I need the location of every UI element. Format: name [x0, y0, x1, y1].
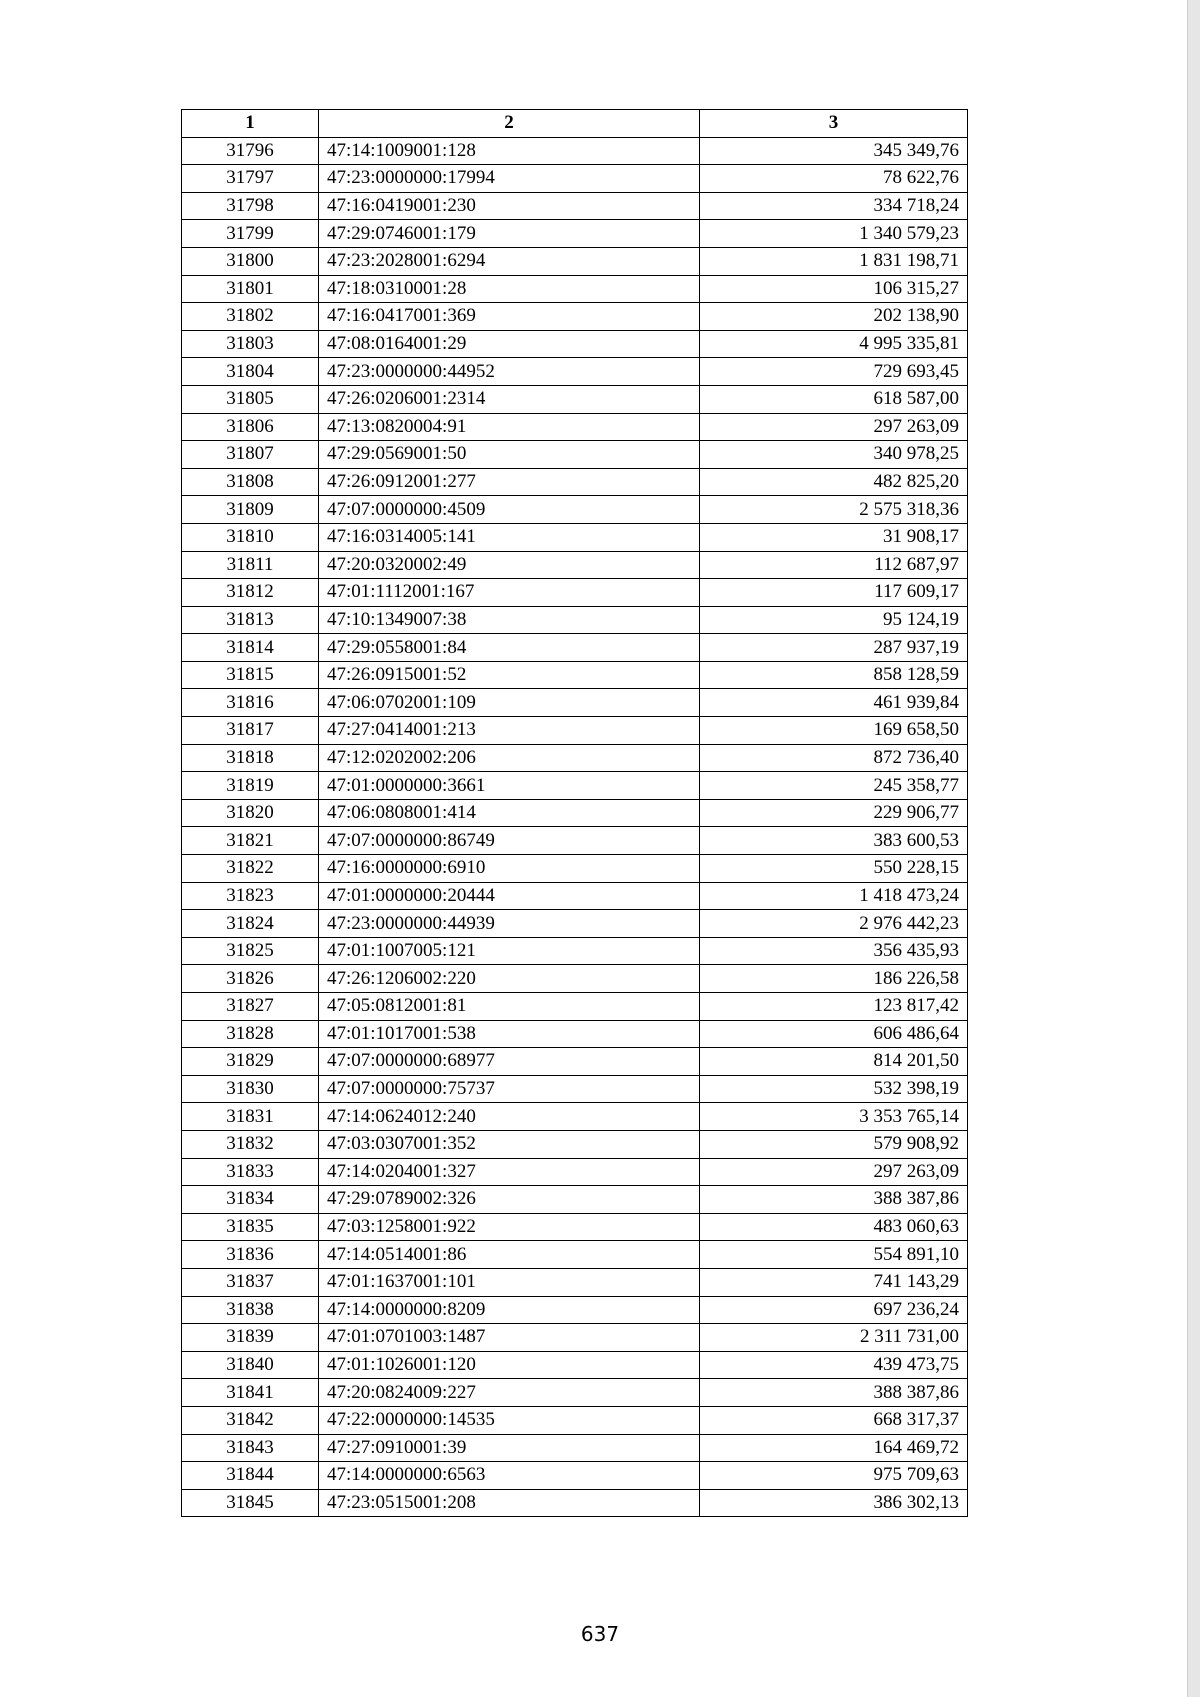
table-row [182, 1158, 968, 1186]
cadastral-number-cell: 47:03:0307001:352 [319, 1130, 700, 1158]
table-row [182, 1324, 968, 1352]
table-row [182, 220, 968, 248]
cadastral-value-cell: 606 486,64 [700, 1020, 968, 1048]
cadastral-value-cell: 483 060,63 [700, 1213, 968, 1241]
row-number-cell: 31821 [182, 827, 319, 855]
cadastral-value-cell: 554 891,10 [700, 1241, 968, 1269]
row-number-cell: 31805 [182, 385, 319, 413]
row-number-cell: 31830 [182, 1075, 319, 1103]
row-number-cell: 31807 [182, 441, 319, 469]
row-number-cell: 31818 [182, 744, 319, 772]
table-row [182, 1296, 968, 1324]
cadastral-number-cell: 47:16:0000000:6910 [319, 855, 700, 883]
cadastral-number-cell: 47:01:1026001:120 [319, 1351, 700, 1379]
cadastral-number-cell: 47:01:1112001:167 [319, 579, 700, 607]
table-row [182, 1268, 968, 1296]
row-number-cell: 31831 [182, 1103, 319, 1131]
row-number-cell: 31829 [182, 1048, 319, 1076]
cadastral-number-cell: 47:07:0000000:4509 [319, 496, 700, 524]
cadastral-number-cell: 47:12:0202002:206 [319, 744, 700, 772]
cadastral-number-cell: 47:06:0702001:109 [319, 689, 700, 717]
page-edge [1187, 0, 1200, 1697]
table-row [182, 661, 968, 689]
row-number-cell: 31808 [182, 468, 319, 496]
cadastral-number-cell: 47:29:0746001:179 [319, 220, 700, 248]
table-row [182, 717, 968, 745]
row-number-cell: 31827 [182, 993, 319, 1021]
cadastral-value-cell: 2 575 318,36 [700, 496, 968, 524]
row-number-cell: 31814 [182, 634, 319, 662]
table-row [182, 523, 968, 551]
row-number-cell: 31809 [182, 496, 319, 524]
row-number-cell: 31825 [182, 937, 319, 965]
cadastral-number-cell: 47:26:0915001:52 [319, 661, 700, 689]
cadastral-number-cell: 47:26:1206002:220 [319, 965, 700, 993]
cadastral-value-cell: 297 263,09 [700, 1158, 968, 1186]
row-number-cell: 31806 [182, 413, 319, 441]
table-row [182, 772, 968, 800]
cadastral-value-cell: 340 978,25 [700, 441, 968, 469]
table-row [182, 165, 968, 193]
cadastral-value-cell: 106 315,27 [700, 275, 968, 303]
cadastral-value-cell: 579 908,92 [700, 1130, 968, 1158]
cadastral-number-cell: 47:01:1007005:121 [319, 937, 700, 965]
row-number-cell: 31802 [182, 303, 319, 331]
row-number-cell: 31840 [182, 1351, 319, 1379]
cadastral-value-cell: 461 939,84 [700, 689, 968, 717]
cadastral-value-cell: 668 317,37 [700, 1406, 968, 1434]
cadastral-number-cell: 47:22:0000000:14535 [319, 1406, 700, 1434]
cadastral-value-cell: 2 976 442,23 [700, 910, 968, 938]
row-number-cell: 31810 [182, 523, 319, 551]
row-number-cell: 31817 [182, 717, 319, 745]
cadastral-number-cell: 47:23:0000000:44952 [319, 358, 700, 386]
table-row [182, 1048, 968, 1076]
cadastral-value-cell: 95 124,19 [700, 606, 968, 634]
cadastral-value-cell: 345 349,76 [700, 137, 968, 165]
cadastral-value-cell: 186 226,58 [700, 965, 968, 993]
cadastral-number-cell: 47:14:0204001:327 [319, 1158, 700, 1186]
row-number-cell: 31799 [182, 220, 319, 248]
cadastral-value-cell: 439 473,75 [700, 1351, 968, 1379]
cadastral-value-cell: 618 587,00 [700, 385, 968, 413]
cadastral-number-cell: 47:20:0824009:227 [319, 1379, 700, 1407]
cadastral-number-cell: 47:14:0000000:8209 [319, 1296, 700, 1324]
table-row [182, 1406, 968, 1434]
cadastral-value-cell: 4 995 335,81 [700, 330, 968, 358]
cadastral-value-cell: 975 709,63 [700, 1462, 968, 1490]
cadastral-value-cell: 872 736,40 [700, 744, 968, 772]
cadastral-number-cell: 47:16:0417001:369 [319, 303, 700, 331]
row-number-cell: 31844 [182, 1462, 319, 1490]
row-number-cell: 31841 [182, 1379, 319, 1407]
row-number-cell: 31824 [182, 910, 319, 938]
cadastral-value-cell: 388 387,86 [700, 1186, 968, 1214]
cadastral-value-cell: 550 228,15 [700, 855, 968, 883]
table-row [182, 551, 968, 579]
row-number-cell: 31812 [182, 579, 319, 607]
table-row [182, 247, 968, 275]
table-row [182, 358, 968, 386]
cadastral-number-cell: 47:01:1637001:101 [319, 1268, 700, 1296]
table-row [182, 1434, 968, 1462]
row-number-cell: 31843 [182, 1434, 319, 1462]
table-row [182, 413, 968, 441]
cadastral-value-cell: 164 469,72 [700, 1434, 968, 1462]
table-row [182, 468, 968, 496]
cadastral-value-cell: 386 302,13 [700, 1489, 968, 1517]
column-header-2: 2 [319, 110, 700, 138]
cadastral-value-cell: 388 387,86 [700, 1379, 968, 1407]
cadastral-number-cell: 47:18:0310001:28 [319, 275, 700, 303]
table-row [182, 330, 968, 358]
table-body [182, 137, 968, 1517]
table-row [182, 827, 968, 855]
row-number-cell: 31797 [182, 165, 319, 193]
row-number-cell: 31845 [182, 1489, 319, 1517]
row-number-cell: 31828 [182, 1020, 319, 1048]
row-number-cell: 31815 [182, 661, 319, 689]
cadastral-value-cell: 245 358,77 [700, 772, 968, 800]
cadastral-number-cell: 47:29:0789002:326 [319, 1186, 700, 1214]
cadastral-number-cell: 47:03:1258001:922 [319, 1213, 700, 1241]
table-row [182, 689, 968, 717]
cadastral-value-cell: 297 263,09 [700, 413, 968, 441]
cadastral-number-cell: 47:14:0624012:240 [319, 1103, 700, 1131]
table-row [182, 1020, 968, 1048]
cadastral-number-cell: 47:14:0514001:86 [319, 1241, 700, 1269]
cadastral-number-cell: 47:27:0414001:213 [319, 717, 700, 745]
row-number-cell: 31835 [182, 1213, 319, 1241]
table-row [182, 799, 968, 827]
table-row [182, 744, 968, 772]
cadastral-number-cell: 47:08:0164001:29 [319, 330, 700, 358]
column-header-3: 3 [700, 110, 968, 138]
table-row [182, 303, 968, 331]
cadastral-value-cell: 123 817,42 [700, 993, 968, 1021]
table-row [182, 606, 968, 634]
cadastral-number-cell: 47:06:0808001:414 [319, 799, 700, 827]
row-number-cell: 31803 [182, 330, 319, 358]
table-row [182, 441, 968, 469]
cadastral-value-cell: 741 143,29 [700, 1268, 968, 1296]
cadastral-number-cell: 47:20:0320002:49 [319, 551, 700, 579]
cadastral-number-cell: 47:07:0000000:86749 [319, 827, 700, 855]
cadastral-number-cell: 47:01:0701003:1487 [319, 1324, 700, 1352]
cadastral-value-cell: 117 609,17 [700, 579, 968, 607]
table-row [182, 1075, 968, 1103]
cadastral-number-cell: 47:26:0912001:277 [319, 468, 700, 496]
cadastral-number-cell: 47:07:0000000:75737 [319, 1075, 700, 1103]
cadastral-value-cell: 1 418 473,24 [700, 882, 968, 910]
cadastral-value-cell: 31 908,17 [700, 523, 968, 551]
cadastral-number-cell: 47:10:1349007:38 [319, 606, 700, 634]
table-row [182, 496, 968, 524]
row-number-cell: 31819 [182, 772, 319, 800]
cadastral-value-cell: 814 201,50 [700, 1048, 968, 1076]
row-number-cell: 31811 [182, 551, 319, 579]
table-row [182, 634, 968, 662]
cadastral-number-cell: 47:23:2028001:6294 [319, 247, 700, 275]
row-number-cell: 31836 [182, 1241, 319, 1269]
cadastral-number-cell: 47:14:1009001:128 [319, 137, 700, 165]
cadastral-number-cell: 47:07:0000000:68977 [319, 1048, 700, 1076]
cadastral-number-cell: 47:01:0000000:20444 [319, 882, 700, 910]
cadastral-value-cell: 1 831 198,71 [700, 247, 968, 275]
header-row [182, 110, 968, 138]
cadastral-value-cell: 356 435,93 [700, 937, 968, 965]
cadastral-number-cell: 47:16:0314005:141 [319, 523, 700, 551]
cadastral-number-cell: 47:29:0558001:84 [319, 634, 700, 662]
row-number-cell: 31833 [182, 1158, 319, 1186]
cadastral-value-cell: 697 236,24 [700, 1296, 968, 1324]
row-number-cell: 31796 [182, 137, 319, 165]
cadastral-number-cell: 47:23:0000000:44939 [319, 910, 700, 938]
table-row [182, 1186, 968, 1214]
table-row [182, 1130, 968, 1158]
cadastral-number-cell: 47:13:0820004:91 [319, 413, 700, 441]
cadastral-value-cell: 858 128,59 [700, 661, 968, 689]
cadastral-number-cell: 47:01:1017001:538 [319, 1020, 700, 1048]
cadastral-value-cell: 169 658,50 [700, 717, 968, 745]
cadastral-value-cell: 287 937,19 [700, 634, 968, 662]
row-number-cell: 31816 [182, 689, 319, 717]
cadastral-value-cell: 2 311 731,00 [700, 1324, 968, 1352]
row-number-cell: 31832 [182, 1130, 319, 1158]
table-row [182, 882, 968, 910]
table-row [182, 910, 968, 938]
cadastral-value-cell: 78 622,76 [700, 165, 968, 193]
row-number-cell: 31804 [182, 358, 319, 386]
registry-table [181, 109, 968, 1517]
table-row [182, 275, 968, 303]
table-row [182, 137, 968, 165]
cadastral-number-cell: 47:29:0569001:50 [319, 441, 700, 469]
cadastral-number-cell: 47:16:0419001:230 [319, 192, 700, 220]
table-row [182, 192, 968, 220]
table-row [182, 1489, 968, 1517]
cadastral-value-cell: 229 906,77 [700, 799, 968, 827]
table-row [182, 1241, 968, 1269]
cadastral-value-cell: 1 340 579,23 [700, 220, 968, 248]
table-row [182, 385, 968, 413]
row-number-cell: 31820 [182, 799, 319, 827]
column-header-1: 1 [182, 110, 319, 138]
table-row [182, 937, 968, 965]
cadastral-number-cell: 47:14:0000000:6563 [319, 1462, 700, 1490]
row-number-cell: 31801 [182, 275, 319, 303]
row-number-cell: 31834 [182, 1186, 319, 1214]
table-row [182, 965, 968, 993]
page-number: 637 [580, 1622, 620, 1646]
cadastral-value-cell: 334 718,24 [700, 192, 968, 220]
cadastral-value-cell: 202 138,90 [700, 303, 968, 331]
table-row [182, 993, 968, 1021]
cadastral-value-cell: 383 600,53 [700, 827, 968, 855]
table-row [182, 1379, 968, 1407]
cadastral-number-cell: 47:01:0000000:3661 [319, 772, 700, 800]
row-number-cell: 31813 [182, 606, 319, 634]
table-row [182, 855, 968, 883]
cadastral-value-cell: 532 398,19 [700, 1075, 968, 1103]
row-number-cell: 31826 [182, 965, 319, 993]
table-row [182, 1213, 968, 1241]
row-number-cell: 31798 [182, 192, 319, 220]
cadastral-number-cell: 47:27:0910001:39 [319, 1434, 700, 1462]
row-number-cell: 31823 [182, 882, 319, 910]
cadastral-value-cell: 112 687,97 [700, 551, 968, 579]
cadastral-value-cell: 482 825,20 [700, 468, 968, 496]
row-number-cell: 31842 [182, 1406, 319, 1434]
row-number-cell: 31838 [182, 1296, 319, 1324]
table-row [182, 1351, 968, 1379]
row-number-cell: 31822 [182, 855, 319, 883]
cadastral-value-cell: 3 353 765,14 [700, 1103, 968, 1131]
cadastral-number-cell: 47:26:0206001:2314 [319, 385, 700, 413]
cadastral-number-cell: 47:05:0812001:81 [319, 993, 700, 1021]
cadastral-number-cell: 47:23:0515001:208 [319, 1489, 700, 1517]
row-number-cell: 31800 [182, 247, 319, 275]
table-row [182, 579, 968, 607]
cadastral-value-cell: 729 693,45 [700, 358, 968, 386]
cadastral-number-cell: 47:23:0000000:17994 [319, 165, 700, 193]
row-number-cell: 31837 [182, 1268, 319, 1296]
table-row [182, 1103, 968, 1131]
table-row [182, 1462, 968, 1490]
row-number-cell: 31839 [182, 1324, 319, 1352]
